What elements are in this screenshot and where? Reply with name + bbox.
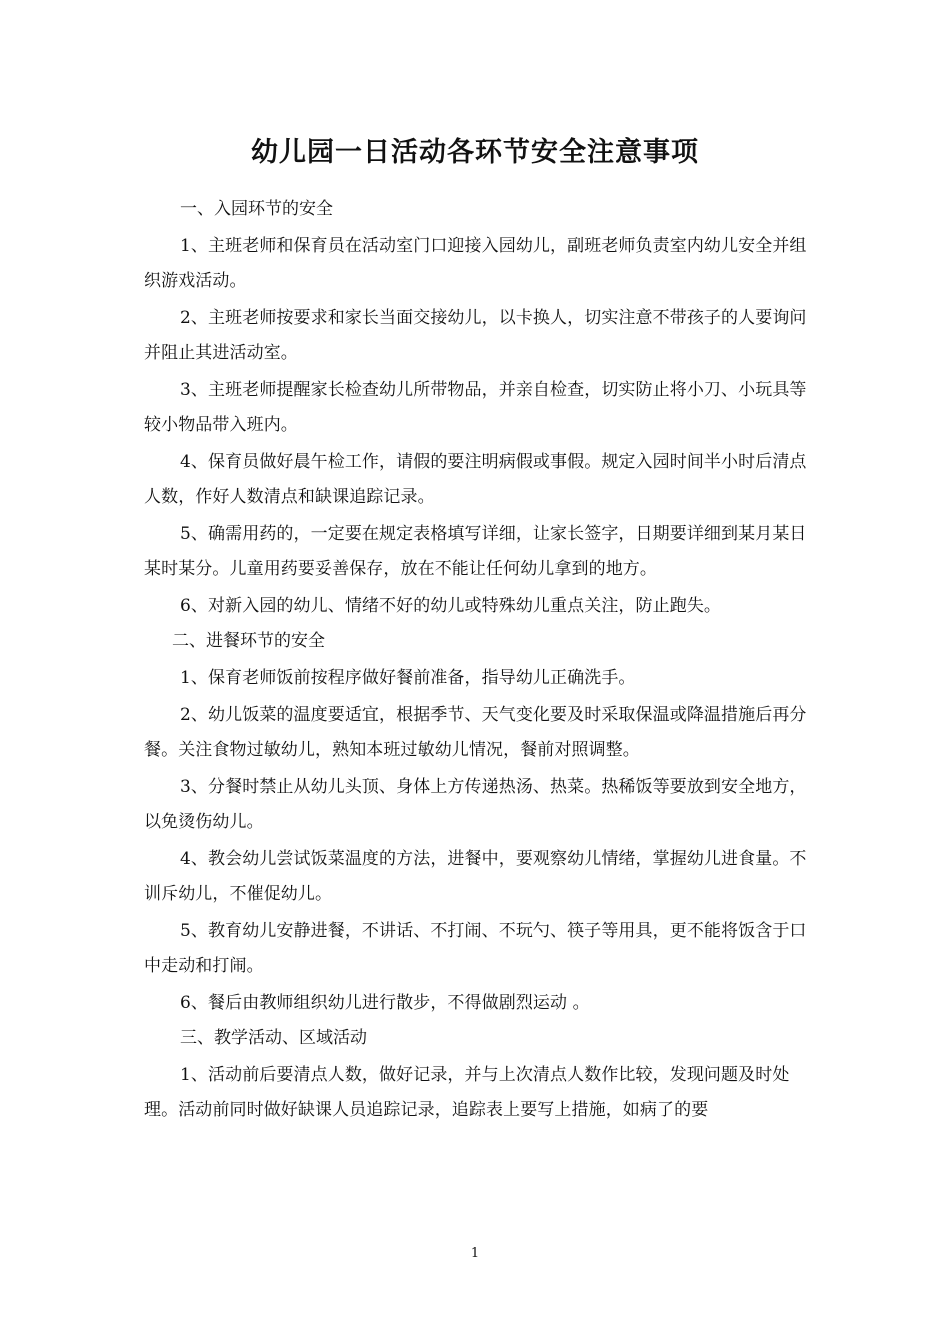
paragraph: 6、餐后由教师组织幼儿进行散步，不得做剧烈运动 。 [180,993,590,1013]
page-title: 幼儿园一日活动各环节安全注意事项 [251,137,699,168]
paragraph: 1、活动前后要清点人数，做好记录，并与上次清点人数作比较，发现问题及时处理。活动前同时做好缺课人员追踪记录，追踪表上要写上措施，如病了的要 [144,1065,790,1120]
paragraph: 3、主班老师提醒家长检查幼儿所带物品，并亲自检查，切实防止将小刀、小玩具等较小物品带入班内。 [144,380,807,435]
paragraph: 5、确需用药的，一定要在规定表格填写详细，让家长签字，日期要详细到某月某日某时某分。儿童用药要妥善保存，放在不能让任何幼儿拿到的地方。 [144,524,807,579]
document-body [144,192,808,1128]
paragraph: 3、分餐时禁止从幼儿头顶、身体上方传递热汤、热菜。热稀饭等要放到安全地方，以免烫伤幼儿。 [144,777,807,832]
section-heading-teaching: 三、教学活动、区域活动 [180,1028,367,1048]
paragraph: 4、教会幼儿尝试饭菜温度的方法，进餐中，要观察幼儿情绪，掌握幼儿进食量。不训斥幼儿，不催促幼儿。 [144,849,807,904]
paragraph: 1、保育老师饭前按程序做好餐前准备，指导幼儿正确洗手。 [180,668,636,688]
paragraph: 4、保育员做好晨午检工作，请假的要注明病假或事假。规定入园时间半小时后清点人数，作好人数清点和缺课追踪记录。 [144,452,807,507]
section-heading-meals: 二、进餐环节的安全 [172,631,325,651]
paragraph: 5、教育幼儿安静进餐，不讲话、不打闹、不玩勺、筷子等用具，更不能将饭含于口中走动和打闹。 [144,921,807,976]
paragraph: 1、主班老师和保育员在活动室门口迎接入园幼儿，副班老师负责室内幼儿安全并组织游戏活动。 [144,236,807,291]
section-heading-arrival: 一、入园环节的安全 [180,199,333,219]
paragraph: 6、对新入园的幼儿、情绪不好的幼儿或特殊幼儿重点关注，防止跑失。 [180,596,722,616]
paragraph: 2、主班老师按要求和家长当面交接幼儿，以卡换人，切实注意不带孩子的人要询问并阻止其进活动室。 [144,308,807,363]
page-number: 1 [470,1246,480,1261]
paragraph: 2、幼儿饭菜的温度要适宜，根据季节、天气变化要及时采取保温或降温措施后再分餐。关注食物过敏幼儿，熟知本班过敏幼儿情况，餐前对照调整。 [144,705,807,760]
